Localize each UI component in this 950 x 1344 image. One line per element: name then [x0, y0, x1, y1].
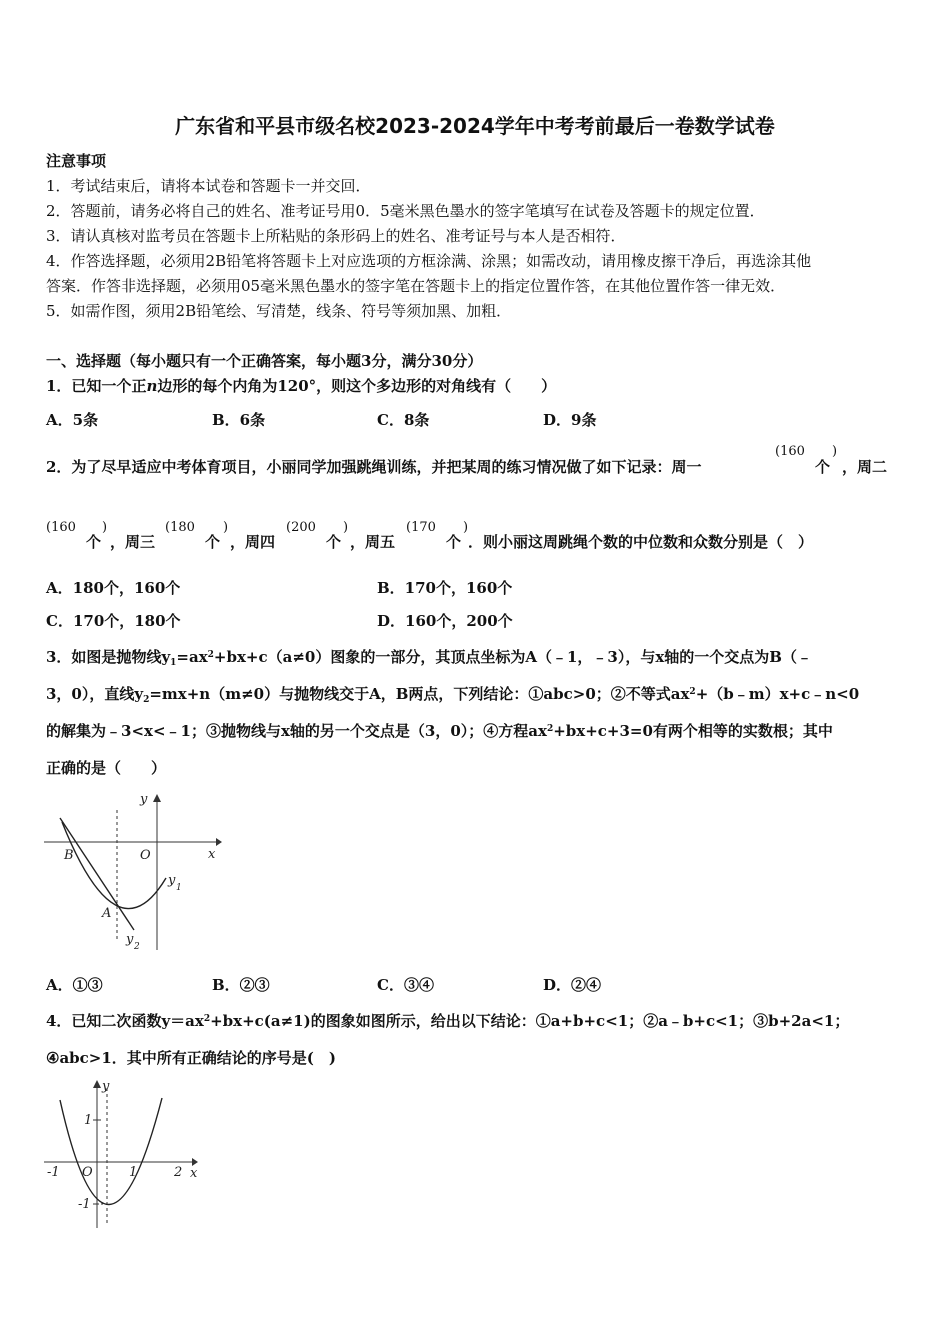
q3-option-b[interactable]: B．②③: [212, 976, 270, 994]
q2-mon-paren: ): [832, 444, 838, 459]
notice-item-2: 2．答题前，请务必将自己的姓名、准考证号用0．5毫米黑色墨水的签字笔填写在试卷及答题卡的规定位置．: [46, 202, 765, 220]
q3-l2sub: 2: [143, 695, 150, 705]
q4-l1a: 4．已知二次函数y＝ax: [46, 1012, 204, 1030]
q4-label-o: O: [82, 1165, 93, 1180]
q2-wed-paren: ): [223, 520, 229, 535]
q2-option-d[interactable]: D．160个，200个: [377, 612, 513, 630]
q2-option-a[interactable]: A．180个，160个: [46, 579, 181, 597]
q3-l2a: 3，0），直线y: [46, 685, 144, 703]
section-heading: 一、选择题（每小题只有一个正确答案，每小题3分，满分30分）: [46, 352, 483, 370]
q4-graph: [44, 1078, 204, 1228]
q4-l1sup: 2: [203, 1014, 211, 1024]
notice-item-5: 5．如需作图，须用2B铅笔绘、写清楚，线条、符号等须加黑、加粗．: [46, 302, 512, 320]
q3-line3: [46, 721, 833, 741]
notice-item-1: 1．考试结束后，请将本试卷和答题卡一并交回．: [46, 177, 371, 195]
q3-label-a: A: [102, 906, 112, 921]
q2-fri-label: ，周五: [350, 533, 396, 551]
q1-option-a[interactable]: A．5条: [46, 411, 99, 429]
q3-line-y2: [60, 818, 134, 930]
q3-x-arrow-icon: [216, 838, 222, 846]
q2-tue-num: 160: [51, 520, 76, 535]
q4-line2: ④abc>1．其中所有正确结论的序号是( ): [46, 1049, 336, 1067]
q3-y-arrow-icon: [153, 794, 161, 802]
q2-thu-label: ，周四: [230, 533, 276, 551]
q3-l3sup: 2: [546, 724, 554, 734]
q3-label-y2: y: [126, 932, 134, 947]
q2-tue-paren: ): [102, 520, 108, 535]
q2-thu-unit: 个: [326, 533, 342, 551]
q3-l1a: 3．如图是抛物线y: [46, 648, 171, 666]
q3-label-b: B: [64, 848, 74, 863]
q4-label-neg1-x: -1: [47, 1165, 60, 1180]
q4-x-arrow-icon: [192, 1158, 198, 1166]
q1-option-b[interactable]: B．6条: [212, 411, 266, 429]
q4-line1: [46, 1011, 849, 1031]
q3-label-y1-sub: 1: [176, 883, 182, 893]
q2-thu-num: 200: [291, 520, 316, 535]
q2-option-b[interactable]: B．170个，160个: [377, 579, 513, 597]
q3-l3b: +bx+c+3=0有两个相等的实数根；其中: [553, 722, 833, 740]
q3-line1: [46, 647, 812, 667]
q4-label-x: x: [190, 1166, 198, 1181]
q2-thu-val: (200: [286, 520, 316, 535]
q2-wed-num: 180: [170, 520, 195, 535]
q4-label-1-x: 1: [129, 1165, 138, 1180]
q4-label-y: y: [102, 1079, 110, 1094]
exam-title: 广东省和平县市级名校2023-2024学年中考考前最后一卷数学试卷: [175, 114, 775, 138]
q3-option-c[interactable]: C．③④: [377, 976, 434, 994]
q3-line2: [46, 684, 859, 704]
q2-fri-val: (170: [406, 520, 436, 535]
q2-thu-paren: ): [343, 520, 349, 535]
q4-label-1: 1: [84, 1113, 93, 1128]
q2-fri-paren: ): [463, 520, 469, 535]
q2-mon-unit: 个: [815, 458, 831, 476]
q3-l2b: =mx+n（m≠0）与抛物线交于A，B两点，下列结论：①abc>0；②不等式ax: [149, 685, 690, 703]
q2-tue-val: (160: [46, 520, 76, 535]
q1-var: n: [146, 377, 158, 395]
q3-label-x: x: [208, 847, 216, 862]
notice-heading: 注意事项: [46, 152, 107, 170]
q2-option-c[interactable]: C．170个，180个: [46, 612, 181, 630]
q2-fri-unit: 个: [446, 533, 462, 551]
q2-tue-label: ，周二: [842, 458, 888, 476]
q3-option-a[interactable]: A．①③: [46, 976, 103, 994]
q3-l1c: +bx+c（a≠0）图象的一部分，其顶点坐标为A（﹣1，﹣3），与x轴的一个交点为B（﹣: [213, 648, 812, 666]
q1-text-post: 边形的每个内角为120°，则这个多边形的对角线有（ ）: [157, 377, 557, 395]
q4-label-2: 2: [174, 1165, 183, 1180]
q3-l1b: =ax: [176, 648, 208, 666]
q3-graph: [44, 790, 224, 950]
q3-parabola-y1: [62, 822, 166, 909]
q3-l3a: 的解集为﹣3<x<﹣1；③抛物线与x轴的另一个交点是（3，0）；④方程ax: [46, 722, 547, 740]
question-1: [46, 376, 556, 396]
q2-fri-num: 170: [411, 520, 436, 535]
q1-option-c[interactable]: C．8条: [377, 411, 430, 429]
q3-label-o: O: [140, 848, 151, 863]
notice-item-3: 3．请认真核对监考员在答题卡上所粘贴的条形码上的姓名、准考证号与本人是否相符．: [46, 227, 626, 245]
q2-wed-label: ，周三: [110, 533, 156, 551]
q3-l2sup: 2: [689, 687, 696, 697]
q3-label-y1: y: [168, 873, 176, 888]
q3-option-d[interactable]: D．②④: [543, 976, 602, 994]
q2-tail: ．则小丽这周跳绳个数的中位数和众数分别是（ ）: [468, 533, 814, 551]
q4-parabola: [60, 1098, 162, 1205]
q2-line1: 2．为了尽早适应中考体育项目，小丽同学加强跳绳训练，并把某周的练习情况做了如下记录：周一: [46, 458, 702, 476]
q3-line4: 正确的是（ ）: [46, 759, 167, 777]
q3-l1sub: 1: [170, 658, 177, 668]
q1-text-pre: 1．已知一个正: [46, 377, 147, 395]
notice-item-4: 4．作答选择题，必须用2B铅笔将答题卡上对应选项的方框涂满、涂黑；如需改动，请用橡皮擦干净后，再选涂其他: [46, 252, 812, 270]
q2-mon-num: 160: [780, 444, 805, 459]
q4-l1b: +bx+c(a≠1)的图象如图所示，给出以下结论：①a+b+c<1；②a﹣b+c<1；③b+2a<1；: [210, 1012, 850, 1030]
q4-y-arrow-icon: [93, 1080, 101, 1088]
q4-label-neg1-y: -1: [78, 1197, 91, 1212]
q3-label-y2-sub: 2: [134, 942, 140, 952]
q2-wed-val: (180: [165, 520, 195, 535]
q3-l1sup: 2: [207, 650, 214, 660]
notice-item-4-cont: 答案．作答非选择题，必须用05毫米黑色墨水的签字笔在答题卡上的指定位置作答，在其他位置作答一律无效．: [46, 277, 786, 295]
q3-label-y: y: [140, 792, 148, 807]
q2-tue-unit: 个: [86, 533, 102, 551]
q2-wed-unit: 个: [205, 533, 221, 551]
q3-l2c: +（b﹣m）x+c﹣n<0: [695, 685, 860, 703]
q2-mon-val: (160: [775, 444, 805, 459]
q1-option-d[interactable]: D．9条: [543, 411, 597, 429]
